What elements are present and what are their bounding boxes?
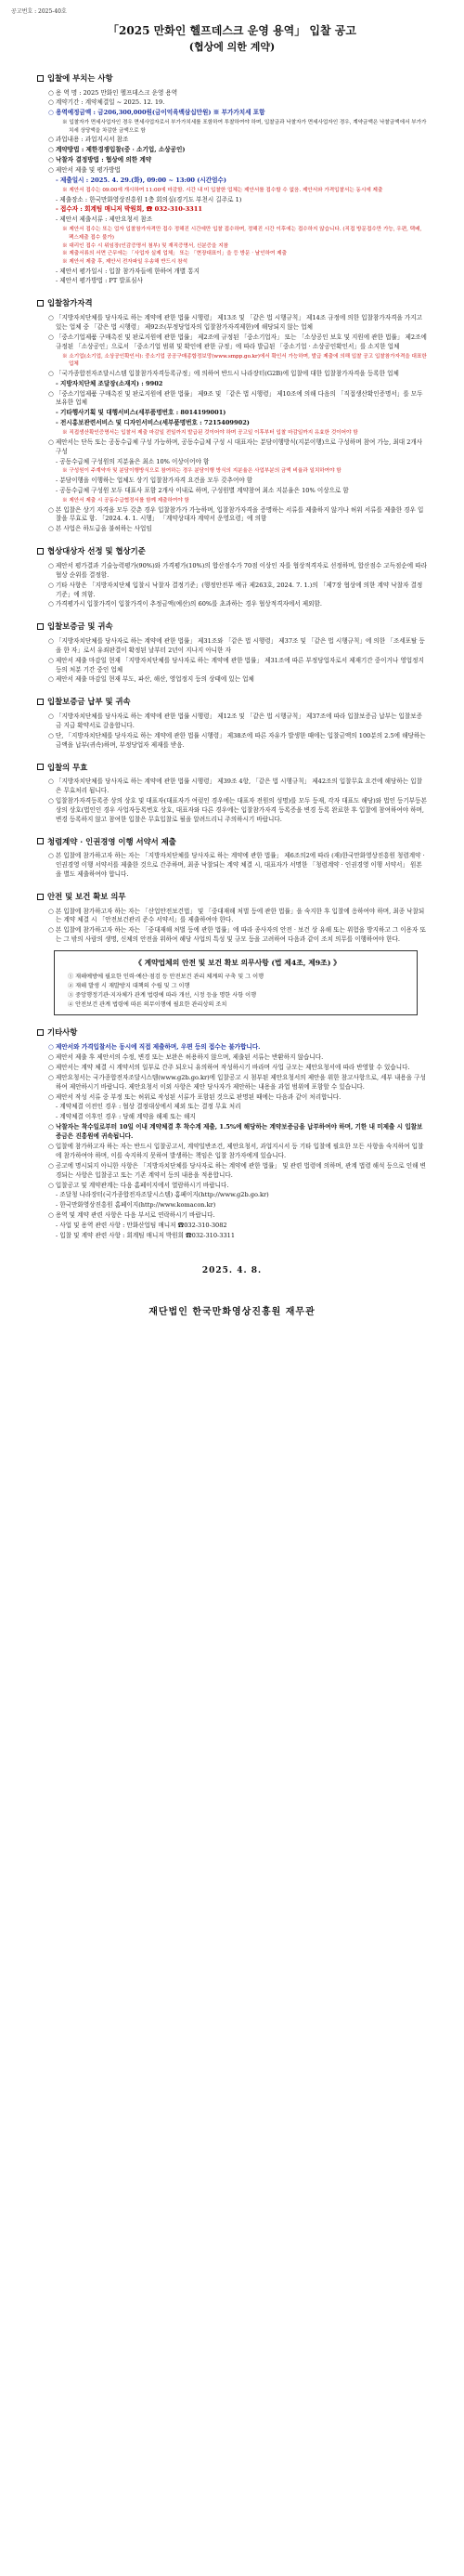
safety-obligation: ③ 중앙행정기관·지자체가 관계 법령에 따라 개선, 시정 등을 명한 사항 이행 [68, 991, 257, 999]
qualification-item: ○ 「중소기업제품 구매촉진 및 판로지원에 관한 법률」 제2조에 규정된 「중소기업자」 또는 「소상공인 보호 및 지원에 관한 법률」 제2조에 규정된 「소상공인」으로서 「중소기업 범위 및 확인에 관한 규정」에 따라 발급된 「중소기업 · 소상공인확인서」를 소지한 업체 [48, 333, 427, 350]
other-sub: - 계약체결 이전인 경우 : 협상 결정대상에서 제외 또는 결정 무효 처리 [56, 1103, 241, 1111]
section-bid-items [37, 72, 427, 286]
section-safety [37, 891, 427, 1016]
square-bullet-icon [37, 623, 44, 630]
qualification-sub: - 공동수급체 구성원 모두 대표사 포함 2개사 이내로 하며, 구성원별 계약참여 최소 지분율은 10% 이상으로 함 [56, 487, 349, 495]
square-bullet-icon [37, 548, 44, 555]
contract-period: ○ 계약기간 : 계약체결일 ~ 2025. 12. 19. [48, 98, 165, 107]
section-heading: 입찰에 부치는 사항 [37, 72, 427, 85]
safety-item: ○ 본 입찰에 참가하고자 하는 자는 「중대재해 처벌 등에 관한 법률」에 따라 종사자의 안전 · 보건 상 유해 또는 위험을 방지하고 그 이용자 또는 그 밖의 사람의 생명, 신체의 안전을 위하여 해당 사업의 특성 및 규모 등을 고려하여 다음과 같이 조치 의무를 이행하여야 한다. [48, 926, 426, 944]
page-subtitle: (협상에 의한 계약) [188, 41, 276, 54]
negotiation-item: ○ 가격평가시 입찰가격이 입찰가격이 추정금액(예산)의 60%를 초과하는 경우 협상적격자에서 제외함. [48, 600, 322, 608]
submission-date: - 제출일시 : 2025. 4. 29.(화), 09:00 ~ 13:00 (시간엄수) [56, 177, 227, 185]
evaluation-method: - 제안서 평가방법 : PT 발표심사 [56, 277, 143, 285]
qualification-note: ※ 직접생산확인증명서는 입찰서 제출 마감일 전일까지 발급된 것이어야 하며 공고일 이후부터 입찰 마감일까지 유효한 것이어야 함 [62, 430, 358, 437]
qualification-sub: - 기타행사기획 및 대행서비스(세부품명번호 : 8014199001) [56, 409, 226, 417]
section-bid-bond [37, 696, 427, 750]
qualification-note: ※ 제안서 제출 시 공동수급협정서를 함께 제출하여야 함 [62, 497, 189, 503]
qualification-note: ※ 구성원이 주계약자 및 분담이행방식으로 참여하는 경우 분담이행 방식의 지분율은 사업부분의 금액 비율과 일치하여야 함 [62, 468, 342, 475]
proxy-note: ※ 대리인 접수 시 위임장(인감증명서 첨부) 및 재직증명서, 신분증을 지참 [62, 242, 229, 249]
issuer-name: 재단법인 한국만화영상진흥원 재무관 [148, 1307, 316, 1318]
proposal-submission: ○ 제안서 제출 및 평가방법 [48, 166, 121, 175]
qualification-sub: - 공동수급체 구성원의 지분율은 최소 10% 이상이어야 함 [56, 457, 210, 465]
submission-place: - 제출장소 : 한국만화영상진흥원 1층 회의실(경기도 부천시 길주로 1) [56, 195, 242, 203]
contract-method: ○ 계약방법 : 제한경쟁입찰(중 · 소기업, 소상공인) [48, 146, 186, 154]
invalid-item: ○ 입찰참가자격등록증 상의 상호 및 대표자(대표자가 여럿인 경우에는 대표자 전원의 성명)를 모두 등재, 각자 대표도 해당)와 법인 등기부등본 상의 상호(법인인 경우 사업자등록번호 상호, 대표자와 다른 경우에는 입찰참가자격 등록증을 변경 등록 완료한 후 입찰에 참여하여야 하며, 변경 등록하지 않고 참여한 입찰은 무효입찰로 될을 알려드리니 주의하시기 바랍니다. [48, 796, 427, 823]
safety-obligation: ④ 안전보건 관계 법령에 따른 의무이행에 필요한 관리상의 조치 [68, 1000, 227, 1008]
square-bullet-icon [37, 699, 44, 705]
other-item: ○ 공고에 명시되지 아니한 사항은 「지방자치단체를 당사자로 하는 계약에 관한 법률」 및 관련 법령에 의하며, 관계 법령 해석 등으로 인해 변경되는 사항은 입찰공고 또는 기존 계약서 등의 내용을 적용합니다. [48, 1161, 426, 1179]
other-item: ○ 제안서 제출 후 제안서의 수정, 변경 또는 보완은 허용하지 않으며, 제출된 서류는 반환하지 않습니다. [48, 1053, 324, 1061]
square-bullet-icon [37, 1029, 44, 1036]
bond-item: ○ 단, 「지방자치단체를 당사자로 하는 계약에 관한 법률 시행령」 제38조에 따른 자유가 발생한 때에는 입찰금액의 100분의 2.5에 해당하는 금액을 납부(귀속)하며, 부정당업자 제재를 받음. [48, 731, 426, 749]
g2b-link[interactable]: - 조달청 나라장터(국가종합전자조달시스템) 홈페이지(http://www.g2b.go.kr) [56, 1191, 269, 1199]
section-invalid-bid [37, 762, 427, 825]
square-bullet-icon [37, 75, 44, 82]
qualification-item: ○ 「중소기업제품 구매촉진 및 판로지원에 관한 법률」 제9조 및 「같은 법 시행령」 제10조에 의해 다음의 「직접생산확인증명서」를 모두 보유한 업체 [48, 389, 423, 407]
safety-obligations-box [54, 950, 418, 1015]
submission-documents: - 제안서 제출서류 : 제안요청서 참조 [56, 216, 153, 224]
other-item: ○ 용역 및 계약 관련 사항은 다음 부서로 연락하시기 바랍니다. [48, 1211, 215, 1220]
bond-item: ○ 「지방자치단체를 당사자로 하는 계약에 관한 법률 시행령」 제12조 및 「같은 법 시행규칙」 제37조에 따라 입찰보증금 납부는 입찰보증금 지급 확약서로 갈음합니다. [48, 712, 423, 729]
restriction-item: ○ 「지방자치단체를 당사자로 하는 계약에 관한 법률」 제31조와 「같은 법 시행령」 제37조 및 「같은 법 시행규칙」에 의한 「조세포탈 등을 한 자」로서 유죄판결이 확정된 날부터 2년이 지나지 아니한 자 [48, 636, 425, 654]
qualification-note: ※ 소기업(소기업, 소상공인확인서): 중소기업 공공구매종합정보망(www.smpp.go.kr)에서 확인서 가능하며, 발급 제출에 의해 입찰 공고 입찰참가자격을 대표한 업체 [62, 353, 427, 368]
page-title: 「2025 만화인 헬프데스크 운영 용역」 입찰 공고 [108, 24, 356, 37]
restriction-item: ○ 제안서 제출 마감일 현재 「지방자치단체를 당사자로 하는 계약에 관한 법률」 제31조에 따른 부정당업자로서 제재기간 중이거나 영업정지 등의 처분 기간 중인 업체 [48, 656, 424, 673]
qualification-item: ○ 본 입찰은 상기 자격을 모두 갖춘 경우 입찰참가가 가능하며, 입찰참가자격을 증명하는 서류를 제출하지 않거나 허위 서류를 제출한 경우 입찰을 무효로 함. 「2024. 4. 1. 시행」 「계약상대자 계약서 운영요령」에 의함 [48, 505, 424, 523]
qualification-item: ○ 「지방자치단체를 당사자로 하는 계약에 관한 법률 시행령」 제13조 및 「같은 법 시행규칙」 제14조 규정에 의한 입찰참가자격을 가지고 있는 업체 중 「같은 법 시행령」 제92조(부정당업자의 입찰참가자격제한)에 해당되지 않는 업체 [48, 313, 423, 331]
contact-accounting: - 입찰 및 계약 관련 사항 : 회계팀 매니저 박원희 ☎032-310-3311 [56, 1231, 236, 1239]
qualification-sub: - 지방자치단체 조달장(소재지) : 9902 [56, 379, 163, 387]
qualification-item: ○ 「국가종합전자조달시스템 입찰참가자격등록규정」에 의하여 반드시 나라장터(G2B)에 입찰에 대한 입찰참가자격을 등록한 업체 [48, 369, 399, 377]
task-content: ○ 과업내용 : 과업지시서 참조 [48, 136, 129, 144]
section-integrity-pledge [37, 836, 427, 880]
safety-box-title: 《 계약업체의 안전 및 보건 확보 의무사항 (법 제4조, 제9조) 》 [135, 959, 341, 968]
section-heading: 협상대상자 선정 및 협상기준 [37, 545, 427, 557]
contact-person: - 접수자 : 회계팀 매니저 박원희, ☎ 032-310-3311 [56, 205, 202, 214]
other-item: ○ 제안요청서는 국가종합전자조달시스템(www.g2b.go.kr)에 입찰공고 시 첨부된 제안요청서의 제안을 위한 참고사항으로, 세부 내용을 구성하여 제안하시기 바랍니다. 제안요청서 이외 사항은 제안 당사자가 제안하는 내용을 과업 범위에 포함할 수 있습니다. [48, 1073, 426, 1091]
safety-obligation: ① 재해예방에 필요한 인력·예산·점검 등 안전보건 관리 체계의 구축 및 그 이행 [68, 973, 264, 980]
notice-date: 2025. 4. 8. [201, 1265, 263, 1275]
other-item: ○ 낙찰자는 착수일로부터 10일 이내 계약체결 후 착수계 제출, 1.5%에 해당하는 계약보증금을 납부하여야 하며, 기한 내 미제출 시 입찰보증금은 진흥원에 귀속됩니다. [48, 1123, 423, 1141]
negotiation-item: ○ 기타 사항은 「지방자치단체 입찰시 낙찰자 결정기준」(행정안전부 예규 제263호, 2024. 7. 1.)의 「제7장 협상에 의한 계약 낙찰자 결정기준」에 의함. [48, 581, 423, 598]
tax-note: ※ 입찰자가 면세사업자인 경우 면세사업자로서 부가가치세를 포함하여 투찰하여야 하며, 입찰금과 낙찰자가 면세사업자인 경우, 계약금액은 낙찰금액에서 부가가치세 상당액을 차감한 금액으로 함 [62, 120, 427, 134]
other-item: ○ 제안서는 계약 체결 시 계약서의 일부로 간주 되오니 유의하여 작성하시기 바라며 사업 규모는 제안요청서에 따라 반영할 수 있습니다. [48, 1063, 410, 1071]
other-item: ○ 입찰공고 및 계약관계는 다음 홈페이지에서 열람하시기 바랍니다. [48, 1181, 229, 1189]
service-name: ○ 용 역 명 : 2025 만화인 헬프데스크 운영 용역 [48, 88, 178, 97]
section-heading: 입찰보증금 및 귀속 [37, 621, 427, 633]
section-negotiation [37, 545, 427, 609]
square-bullet-icon [37, 838, 44, 844]
other-item: ○ 제안서 작성 서류 중 부정 또는 허위로 작성된 서류가 포함된 것으로 판명된 때에는 다음과 같이 처리합니다. [48, 1092, 342, 1101]
contact-business: - 사업 및 용역 관련 사항 : 만화산업팀 매니저 ☎032-310-3082 [56, 1222, 227, 1230]
section-heading: 입찰참가자격 [37, 297, 427, 309]
section-qualifications [37, 297, 427, 534]
file-note: ※ 제안서 제출 후, 제안서 전자파일 우송해 반드시 참석 [62, 258, 188, 265]
estimated-price: ○ 용역예정금액 : 금206,300,000원(금이억육백삼십만원) ※ 부가가치세 포함 [48, 109, 265, 117]
other-item: ○ 제안서와 가격입찰서는 동시에 직접 제출하며, 우편 등의 접수는 불가합니다. [48, 1043, 261, 1052]
section-heading: 청렴계약 · 인권경영 이행 서약서 제출 [37, 836, 427, 848]
qualification-sub: - 전시홍보관련서비스 및 디자인서비스(세부품명번호 : 7215409902) [56, 419, 250, 427]
reception-note: ※ 제안서 접수는 또는 업자 입찰참가자격만 접수 정해진 시간에만 입찰 접수하며, 정해진 시간 이후에는 접수하지 않습니다. (직접 방문접수만 가능, 우편, 택배, 팩스제출 접수 불가) [62, 227, 422, 241]
section-heading: 입찰의 무효 [37, 762, 427, 774]
winner-method: ○ 낙찰자 결정방법 : 협상에 의한 계약 [48, 156, 152, 164]
evaluation-date: - 제안서 평가일시 : 입찰 참가자들에 한하여 개별 통지 [56, 267, 200, 275]
other-sub: - 계약체결 이후인 경우 : 당해 계약을 해제 또는 해지 [56, 1113, 196, 1121]
other-item: ○ 입찰에 참가하고자 하는 자는 반드시 입찰공고서, 계약일반조건, 제안요청서, 과업지시서 등 기타 입찰에 필요한 모든 사항을 숙지하여 입찰에 참가하여야 하며, 이를 숙지하지 못하여 발생하는 책임은 입찰 참가자에게 있습니다. [48, 1142, 424, 1159]
section-other [37, 1026, 427, 1240]
square-bullet-icon [37, 764, 44, 770]
signature-note: ※ 제출서류의 서면 근무에는 「사업자 실제 업체」 또는 「현장대표이」을 등 방문 · 날인하여 제출 [62, 251, 287, 257]
square-bullet-icon [37, 894, 44, 900]
section-heading: 안전 및 보건 확보 의무 [37, 891, 427, 903]
notice-number: 공고번호 : 2025-40호 [11, 8, 67, 15]
invalid-item: ○ 「지방자치단체를 당사자로 하는 계약에 관한 법률 시행령」 제39조 4항, 「같은 법 시행규칙」 제42조의 입찰무효 요건에 해당하는 입찰은 무효처리 됩니다. [48, 778, 422, 795]
restriction-item: ○ 제안서 제출 마감일 현재 부도, 파산, 해산, 영업정지 등의 상태에 있는 업체 [48, 675, 254, 684]
submission-note: ※ 제안서 접수는 09:00에 개시하여 11:00에 마감함. 시간 내 미 입찰한 업체는 제안서를 접수할 수 없음. 제안서와 가격입찰서는 동시에 제출 [62, 187, 383, 193]
pledge-item: ○ 본 입찰에 참가하고자 하는 자는 「지방자치단체를 당사자로 하는 계약에 관한 법률」 제6조의2에 따라 (재)한국만화영상진흥원 청렴계약 · 인권경영 이행 서약서를 제출한 것으로 간주하며, 최종 낙찰되는 계약 체결 시, 대표자가 서명한 「청렴계약 · 인권경영 이행 서약서」 원본을 별도 제출하여야 합니다. [48, 852, 425, 878]
negotiation-item: ○ 제안서 평가결과 기술능력평가(90%)와 가격평가(10%)의 합산점수가 70점 이상인 자를 협상적격자로 선정하며, 합산점수 고득점순에 따라 협상 순위를 결정함. [48, 561, 427, 579]
section-restrictions [37, 621, 427, 685]
safety-obligation: ② 재해 발생 시 재발방지 대책의 수립 및 그 이행 [68, 982, 190, 989]
qualification-sub: - 분담이행을 이행하는 업체도 상기 입찰참가자격 요건을 모두 갖추어야 함 [56, 477, 253, 485]
section-heading: 입찰보증금 납부 및 귀속 [37, 696, 427, 708]
qualification-item: ○ 제안서는 단독 또는 공동수급체 구성 가능하며, 공동수급체 구성 시 대표자는 분담이행방식(지분이행)으로 구성하며 참여 가능, 최대 2개사 구성 [48, 438, 423, 455]
section-heading: 기타사항 [37, 1026, 427, 1039]
safety-item: ○ 본 입찰에 참가하고자 하는 자는 「산업안전보건법」 및 「중대재해 처벌 등에 관한 법률」을 숙지한 후 입찰에 응하여야 하며, 최종 낙찰되는 계약 체결 시 「안전보건관리 준수 서약서」를 제출하여야 한다. [48, 907, 425, 924]
square-bullet-icon [37, 300, 44, 307]
qualification-item: ○ 본 사업은 하도급을 불허하는 사업임 [48, 525, 152, 533]
komacon-link[interactable]: - 한국만화영상진흥원 홈페이지(http://www.komacon.kr) [56, 1201, 216, 1210]
